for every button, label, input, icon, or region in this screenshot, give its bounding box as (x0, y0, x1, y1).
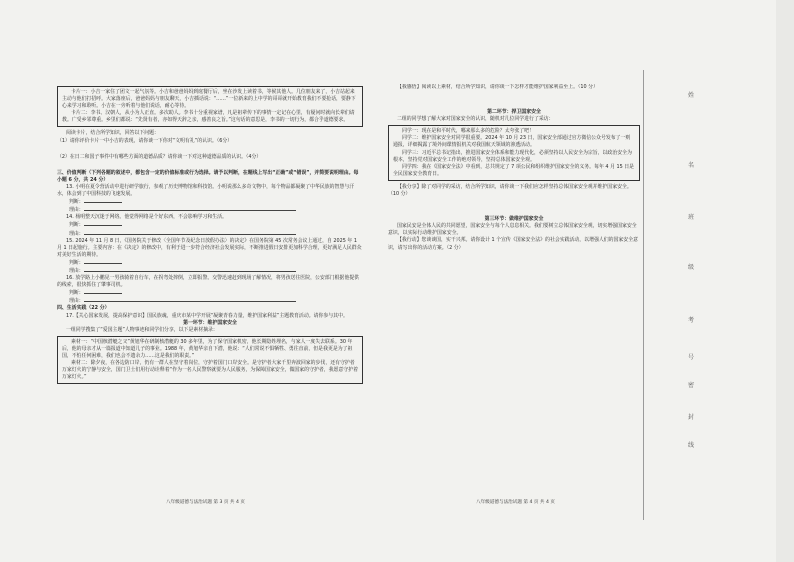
part-2-title: 第二环节：捍卫国家安全 (487, 109, 541, 116)
scan-edge (776, 0, 794, 562)
exam-page-4 (388, 84, 640, 496)
binding-char: 线 (688, 442, 695, 449)
answer-reason-15[interactable]: 理由： (57, 267, 363, 275)
read-prompt: 阅读卡片，结合所学知识，回答以下问题： (66, 130, 159, 137)
interview-1: 同学一：现在是和平时代，哪来那么多的危险？太夸张了吧！ (402, 128, 535, 135)
case-card-2: 卡片二：李书、汉朝人，从小为人正直。多次助人。李书十分重视家谱，凡是祖辈传下的事情一定记在心里，有疑问时就向长辈们请教。广受乡邻尊重。乡里们都说：“先贤有者，亦如得天辞之亲，感善良之旨。”这句话的意思是，李书的一切行为，都合乎道德要求。 (62, 110, 355, 124)
question-1: （1）请你评价卡片一中小吉的表现，请你谈一下你对“文明有礼”的认识。（6分） (57, 137, 233, 144)
question-2: （2）在日二和国子事件中有哪些方面的道德品质？请你谈一下对这种道德品质的认识。（4分） (57, 153, 262, 160)
answer-reason-16[interactable]: 理由： (57, 297, 363, 305)
answer-judge-13[interactable]: 判断： (57, 198, 363, 206)
interview-4: 同学四：我在《国家安全法》中看到，总共规定了 7 项公民和组织维护国家安全的义务。每年 4 月 15 日是全民国家安全教育日。 (393, 163, 635, 177)
question-action: 【我行动】您谈谈国，实干兴邦。请你设计 1 个宣传《国家安全法》的社会实践活动，以增强人们的国家安全意识，请写出你的活动方案。（2 分） (388, 237, 638, 251)
binding-char: 密 (688, 382, 695, 389)
answer-judge-16[interactable]: 判断： (57, 289, 363, 297)
part-3-intro: 国家民安是全体人民的共同愿望，国家安全与每个人息息相关。我们要树立总体国家安全观，切实增强国家安全意识，以实际行动维护国家安全。 (388, 223, 637, 237)
question-14: 14. 杨明整天沉迷于网络。他觉得网络是个好东西，不会影响学习和生活。 (66, 214, 227, 221)
binding-column (688, 0, 698, 562)
answer-reason-14[interactable]: 理由： (57, 230, 363, 238)
binding-char: 名 (688, 162, 695, 169)
case-cards-box (57, 86, 363, 127)
material-2: 素材二：除夕夜，在各边防口岸，仍有一群人在坚守着岗位，守护着国门口岸安全。是守护者大家千里奔波回家的步伐，还有守护者万家灯火的宁静与安全，国门卫士们用行动诠释着“作为一名人民警察就要为人民服务，为保障国家安全，做国家的守护者，我愿意守护着万家灯火。” (62, 360, 358, 381)
question-16: 16. 放学路上小鹏见一男孩骑着自行车，在拐弯处摔倒，立即报警。交警迅速赶到现场了解情况，将男孩送往医院，公安部门根据他提供的线索，很快抓住了肇事司机。 (57, 275, 359, 289)
binding-char: 号 (688, 354, 695, 361)
question-17: 17.【关心国家发展，提高保护意识】国民族魂，重庆市某中学开展“凝聚青春力量，维护国家利益”主题教育活动。请你参与其中。 (66, 312, 348, 319)
part-1-title: 第一环节：维护国家安全 (183, 319, 237, 326)
answer-judge-14[interactable]: 判断： (57, 221, 363, 229)
interview-2: 同学二：维护国家安全对同学很重要。2024 年 10 月 23 日，国家安全部通过官方微信公众号发布了一则通报，详细揭露了境外间谍情报机关对我国航天领域的渗透活动。 (393, 135, 631, 149)
binding-char: 考 (688, 317, 695, 324)
answer-judge-15[interactable]: 判断： (57, 259, 363, 267)
part-2-intro: 二组的同学想了解大家对国家安全的认识，随机对几位同学进行了采访： (397, 116, 554, 123)
answer-reason-13[interactable]: 理由： (57, 206, 363, 214)
interview-3: 同学三：习近平总书记指出，推进国家安全体系和能力现代化，必须坚持以人民安全为宗旨，以政治安全为根本，坚持党对国家安全工作的绝对领导，坚持总体国家安全观。 (393, 149, 632, 163)
exam-page-3 (57, 84, 363, 496)
page-divider (643, 70, 644, 520)
binding-char: 级 (688, 264, 695, 271)
section-3-title: 三、价值判断（下列各题的叙述中，都包含一定的价值标准或行为选择。请予以判断，在题线上写出“正确”或“错误”，并简要说明理由。每小题 6 分，共 24 分） (57, 169, 359, 183)
case-card-1: 卡片一：小吉一家住了团文一起气氛等。小吉和爸爸妈妈到庭餐厅后，坐在沙发上读着书，等候其他人。几位朋友来了，小吉站起来主动与他们打招呼。大家落座后，爸爸妈妈与朋友聊天，小吉插话说：“……”一位新来的上中学的哥哥就开始教育我们不要抢话，要静下心来学习和聆听。小吉在一旁听着与他们说话，耐心等待。 (62, 89, 356, 110)
material-box (57, 336, 363, 385)
question-thinking: 【我感悟】阅读以上素材，结合所学知识，请你谈一下怎样才能维护国家利益至上。（10 分） (397, 84, 598, 90)
page-3-footer: 八年级道德与法治试题 第 3 页 共 4 页 (166, 500, 245, 505)
section-4-title: 四、生活实践（22 分） (57, 305, 110, 312)
material-1: 素材一：“中国核潜艇之父”黄旭华在研制核潜艇的 30 多年里，为了保守国家机密，他长期隐姓埋名，与家人一度失去联系。30 年后，他的母亲才从一篇报道中知道儿子的事业。1988 年，黄旭华亲自下潜，他说：“人们常说不惧牺牲、勇往直前，但是我更是为了祖国，不怕任何困难，我们也会不遗余力……这是我们的职责。” (62, 338, 353, 359)
interview-box (388, 125, 640, 181)
question-13: 13. 小明在夏令营活动中进行研学旅行，参观了历史博物馆和科技馆。小明说那么多奇文物中，每个物品都凝聚了中华民族的智慧与汗水，体会到了中国科技的飞速发展。 (57, 183, 355, 198)
binding-char: 封 (688, 414, 695, 421)
page-4-footer: 八年级道德与法治试题 第 4 页 共 4 页 (476, 500, 555, 505)
binding-char: 班 (688, 214, 695, 221)
part-3-title: 第三环节：做维护国家安全 (484, 216, 544, 223)
part-1-intro: 一组同学搜集了“爱国主题”人物事迹和同学们分享，以下是素材摘录： (66, 326, 218, 333)
binding-char: 姓 (688, 92, 695, 99)
question-reflect: 【我分享】除了对同学的采访，结合所学知识，请你谈一下我们应怎样坚持总体国家安全观并维护国家安全。（10 分） (388, 183, 632, 198)
question-15: 15. 2024 年 11 月 8 日，《国务院关于修改〈全国年节及纪念日放假办法〉的决定》在国务院第 45 次常务会议上通过，自 2025 年 1 月 1 日起施行。主要内容：在《决定》的修改中，有利于进一步符合经济社会发展实际，不断推进假日安排更加科学合理，更好满足人民群众对美好生活的期待。 (57, 237, 362, 258)
